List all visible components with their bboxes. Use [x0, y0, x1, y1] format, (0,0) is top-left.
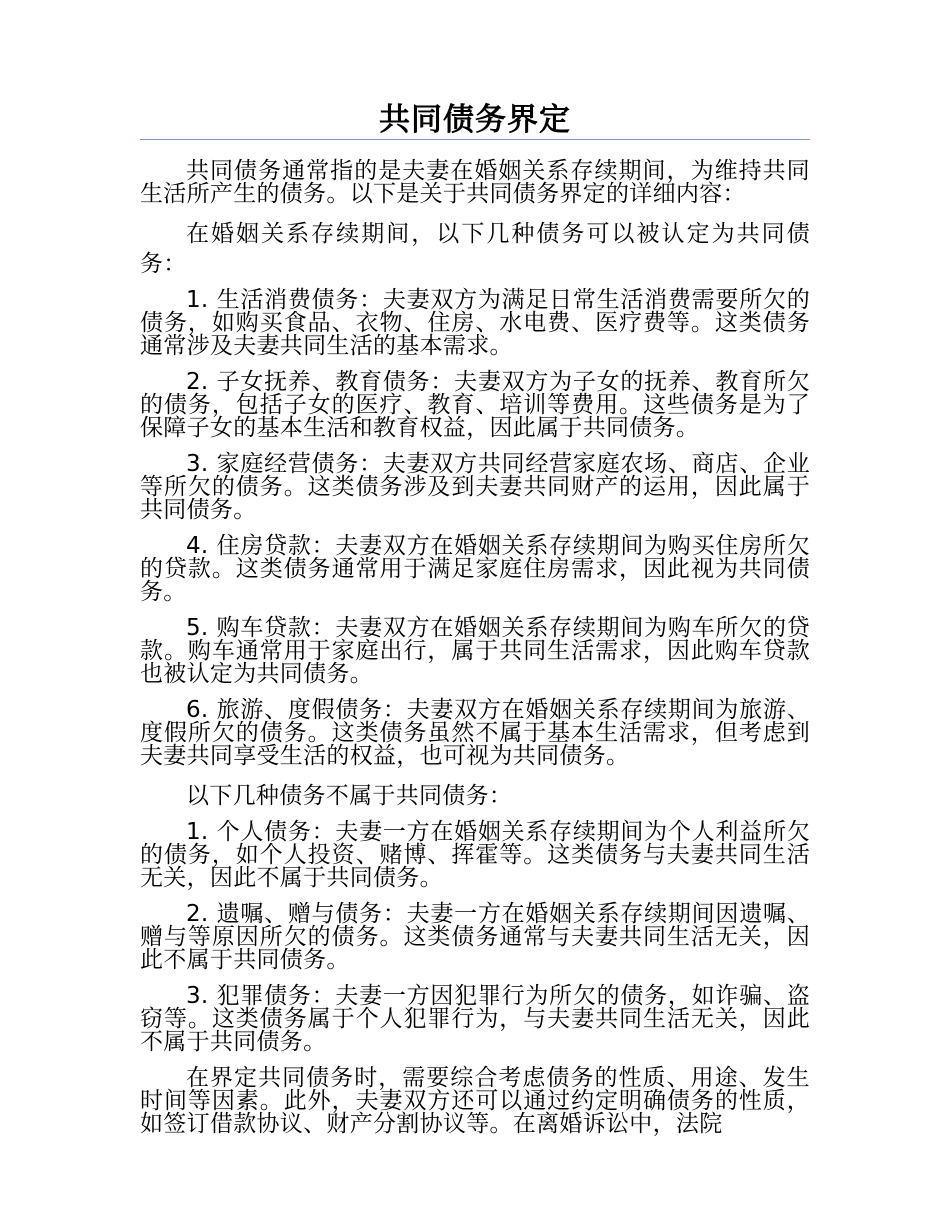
document-title: 共同债务界定: [379, 102, 571, 138]
non-joint-debt-item-1: 1. 个人债务：夫妻一方在婚姻关系存续期间为个人利益所欠的债务，如个人投资、赌博、挥霍等。这类债务与夫妻共同生活无关，因此不属于共同债务。: [140, 819, 810, 891]
intro-paragraph: 共同债务通常指的是夫妻在婚姻关系存续期间，为维持共同生活所产生的债务。以下是关于共同债务界定的详细内容：: [140, 158, 810, 207]
title-underline: [140, 139, 810, 140]
non-joint-debt-item-2: 2. 遗嘱、赠与债务：夫妻一方在婚姻关系存续期间因遗嘱、赠与等原因所欠的债务。这类债务通常与夫妻共同生活无关，因此不属于共同债务。: [140, 901, 810, 973]
joint-debt-item-1: 1. 生活消费债务：夫妻双方为满足日常生活消费需要所欠的债务，如购买食品、衣物、住房、水电费、医疗费等。这类债务通常涉及夫妻共同生活的基本需求。: [140, 287, 810, 359]
conclusion-paragraph: 在界定共同债务时，需要综合考虑债务的性质、用途、发生时间等因素。此外，夫妻双方还可以通过约定明确债务的性质，如签订借款协议、财产分割协议等。在离婚诉讼中，法院: [140, 1065, 810, 1137]
non-joint-debt-item-3: 3. 犯罪债务：夫妻一方因犯罪行为所欠的债务，如诈骗、盗窃等。这类债务属于个人犯罪行为，与夫妻共同生活无关，因此不属于共同债务。: [140, 983, 810, 1055]
document-body: [140, 160, 810, 1149]
joint-debt-item-4: 4. 住房贷款：夫妻双方在婚姻关系存续期间为购买住房所欠的贷款。这类债务通常用于满足家庭住房需求，因此视为共同债务。: [140, 533, 810, 605]
non-joint-debt-heading-paragraph: 以下几种债务不属于共同债务：: [186, 783, 513, 809]
joint-debt-item-5: 5. 购车贷款：夫妻双方在婚姻关系存续期间为购车所欠的贷款。购车通常用于家庭出行，属于共同生活需求，因此购车贷款也被认定为共同债务。: [140, 615, 810, 687]
joint-debt-item-3: 3. 家庭经营债务：夫妻双方共同经营家庭农场、商店、企业等所欠的债务。这类债务涉及到夫妻共同财产的运用，因此属于共同债务。: [140, 451, 810, 523]
joint-debt-item-6: 6. 旅游、度假债务：夫妻双方在婚姻关系存续期间为旅游、度假所欠的债务。这类债务虽然不属于基本生活需求，但考虑到夫妻共同享受生活的权益，也可视为共同债务。: [140, 697, 810, 769]
joint-debt-heading-paragraph: 在婚姻关系存续期间，以下几种债务可以被认定为共同债务：: [140, 221, 810, 277]
joint-debt-item-2: 2. 子女抚养、教育债务：夫妻双方为子女的抚养、教育所欠的债务，包括子女的医疗、教育、培训等费用。这些债务是为了保障子女的基本生活和教育权益，因此属于共同债务。: [140, 369, 810, 441]
